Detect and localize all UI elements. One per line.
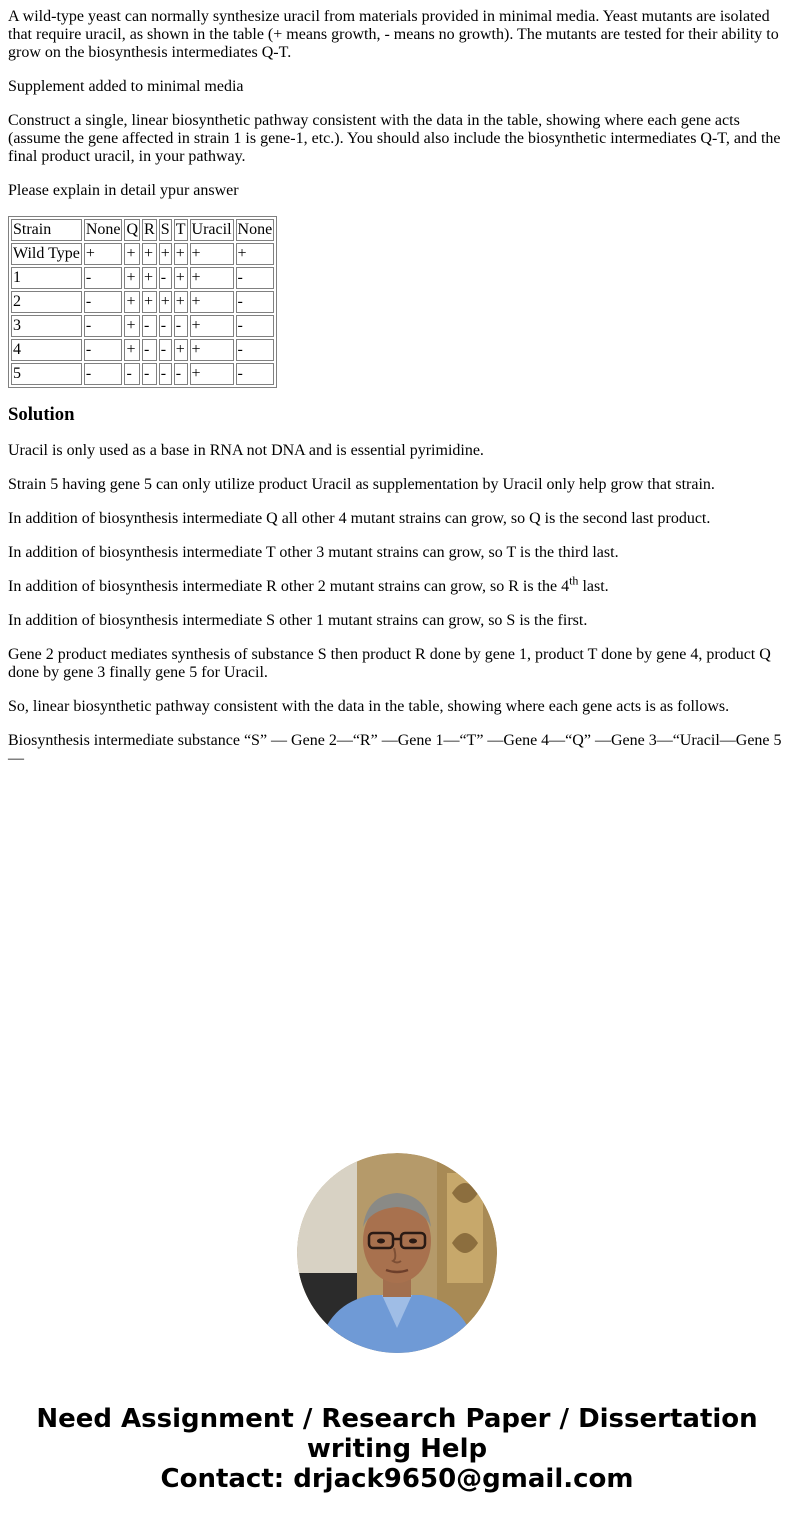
solution-paragraph: Uracil is only used as a base in RNA not DNA and is essential pyrimidine.: [8, 442, 484, 459]
table-cell: 5: [11, 363, 82, 385]
table-cell: +: [190, 363, 234, 385]
solution-paragraph: In addition of biosynthesis intermediate T other 3 mutant strains can grow, so T is the third last.: [8, 544, 619, 561]
pathway-paragraph: Biosynthesis intermediate substance “S” — Gene 2—“R” —Gene 1—“T” —Gene 4—“Q” —Gene 3—“Uracil—Gene 5 —: [8, 732, 782, 767]
table-cell: -: [84, 315, 123, 337]
solution-paragraph: Strain 5 having gene 5 can only utilize product Uracil as supplementation by Uracil only help grow that strain.: [8, 476, 715, 493]
table-cell: -: [236, 315, 275, 337]
table-cell: +: [174, 243, 188, 265]
table-cell: +: [142, 267, 157, 289]
solution-paragraph: Gene 2 product mediates synthesis of substance S then product R done by gene 1, product T done by gene 4, product Q done by gene 3 finally gene 5 for Uracil.: [8, 646, 771, 681]
author-photo-icon: [297, 1153, 497, 1353]
solution-paragraph: [8, 573, 786, 596]
table-cell: +: [174, 339, 188, 361]
table-header: None: [84, 219, 123, 241]
solution-heading: Solution: [8, 404, 75, 425]
table-header: Uracil: [190, 219, 234, 241]
table-header: R: [142, 219, 157, 241]
solution-paragraph: So, linear biosynthetic pathway consistent with the data in the table, showing where each gene acts is as follows.: [8, 698, 730, 715]
table-cell: -: [236, 291, 275, 313]
solution-paragraph: In addition of biosynthesis intermediate Q all other 4 mutant strains can grow, so Q is the second last product.: [8, 510, 711, 527]
table-cell: -: [142, 315, 157, 337]
solution-text: last.: [578, 578, 609, 595]
avatar-illustration: [297, 1153, 497, 1353]
table-cell: -: [174, 315, 188, 337]
table-header: Q: [124, 219, 140, 241]
table-cell: -: [84, 339, 123, 361]
promo-line: Need Assignment / Research Paper / Dissertation: [36, 1404, 758, 1434]
table-cell: -: [159, 339, 172, 361]
table-cell: -: [124, 363, 140, 385]
table-cell: +: [124, 315, 140, 337]
table-header-row: [11, 219, 274, 241]
table-cell: -: [236, 267, 275, 289]
table-cell: -: [142, 339, 157, 361]
table-cell: 4: [11, 339, 82, 361]
table-cell: -: [84, 291, 123, 313]
table-cell: +: [159, 243, 172, 265]
table-cell: +: [190, 267, 234, 289]
table-cell: -: [159, 315, 172, 337]
question-intro: A wild-type yeast can normally synthesize uracil from materials provided in minimal media. Yeast mutants are isolated that require uracil, as shown in the table (+ means growth, - means no growth). The mutants are tested for their ability to grow on the biosynthesis intermediates Q-T.: [8, 8, 779, 61]
document-body: [8, 8, 786, 784]
table-cell: -: [236, 339, 275, 361]
table-cell: +: [190, 315, 234, 337]
table-cell: +: [84, 243, 123, 265]
table-cell: +: [190, 291, 234, 313]
table-cell: +: [236, 243, 275, 265]
table-header: None: [236, 219, 275, 241]
table-cell: +: [124, 243, 140, 265]
growth-table: [8, 216, 277, 388]
table-cell: +: [159, 291, 172, 313]
table-cell: Wild Type: [11, 243, 82, 265]
table-cell: +: [124, 339, 140, 361]
table-cell: +: [124, 267, 140, 289]
table-cell: +: [174, 291, 188, 313]
table-row: [11, 363, 274, 385]
table-cell: +: [190, 339, 234, 361]
table-cell: +: [142, 291, 157, 313]
explain-request: Please explain in detail ypur answer: [8, 182, 239, 199]
table-header: Strain: [11, 219, 82, 241]
question-instruction: Construct a single, linear biosynthetic pathway consistent with the data in the table, showing where each gene acts (assume the gene affected in strain 1 is gene-1, etc.). You should also include the biosynthetic intermediates Q-T, and the final product uracil, in your pathway.: [8, 112, 781, 165]
table-cell: +: [174, 267, 188, 289]
table-header: S: [159, 219, 172, 241]
table-cell: +: [142, 243, 157, 265]
supplement-caption: Supplement added to minimal media: [8, 78, 244, 95]
table-cell: 1: [11, 267, 82, 289]
table-cell: -: [159, 267, 172, 289]
table-header: T: [174, 219, 188, 241]
table-cell: -: [84, 267, 123, 289]
table-cell: 3: [11, 315, 82, 337]
table-row: [11, 243, 274, 265]
table-cell: -: [142, 363, 157, 385]
solution-text: In addition of biosynthesis intermediate R other 2 mutant strains can grow, so R is the 4: [8, 578, 570, 595]
table-row: [11, 339, 274, 361]
solution-paragraph: In addition of biosynthesis intermediate S other 1 mutant strains can grow, so S is the first.: [8, 612, 588, 629]
table-cell: -: [174, 363, 188, 385]
promo-contact: Contact: drjack9650@gmail.com: [160, 1464, 634, 1494]
table-cell: -: [84, 363, 123, 385]
ordinal-superscript: th: [569, 573, 579, 588]
table-row: [11, 291, 274, 313]
table-cell: +: [124, 291, 140, 313]
table-cell: 2: [11, 291, 82, 313]
table-cell: +: [190, 243, 234, 265]
table-cell: -: [236, 363, 275, 385]
table-cell: -: [159, 363, 172, 385]
table-row: [11, 267, 274, 289]
promo-line: writing Help: [306, 1434, 488, 1464]
table-row: [11, 315, 274, 337]
promo-banner: [0, 1404, 794, 1494]
